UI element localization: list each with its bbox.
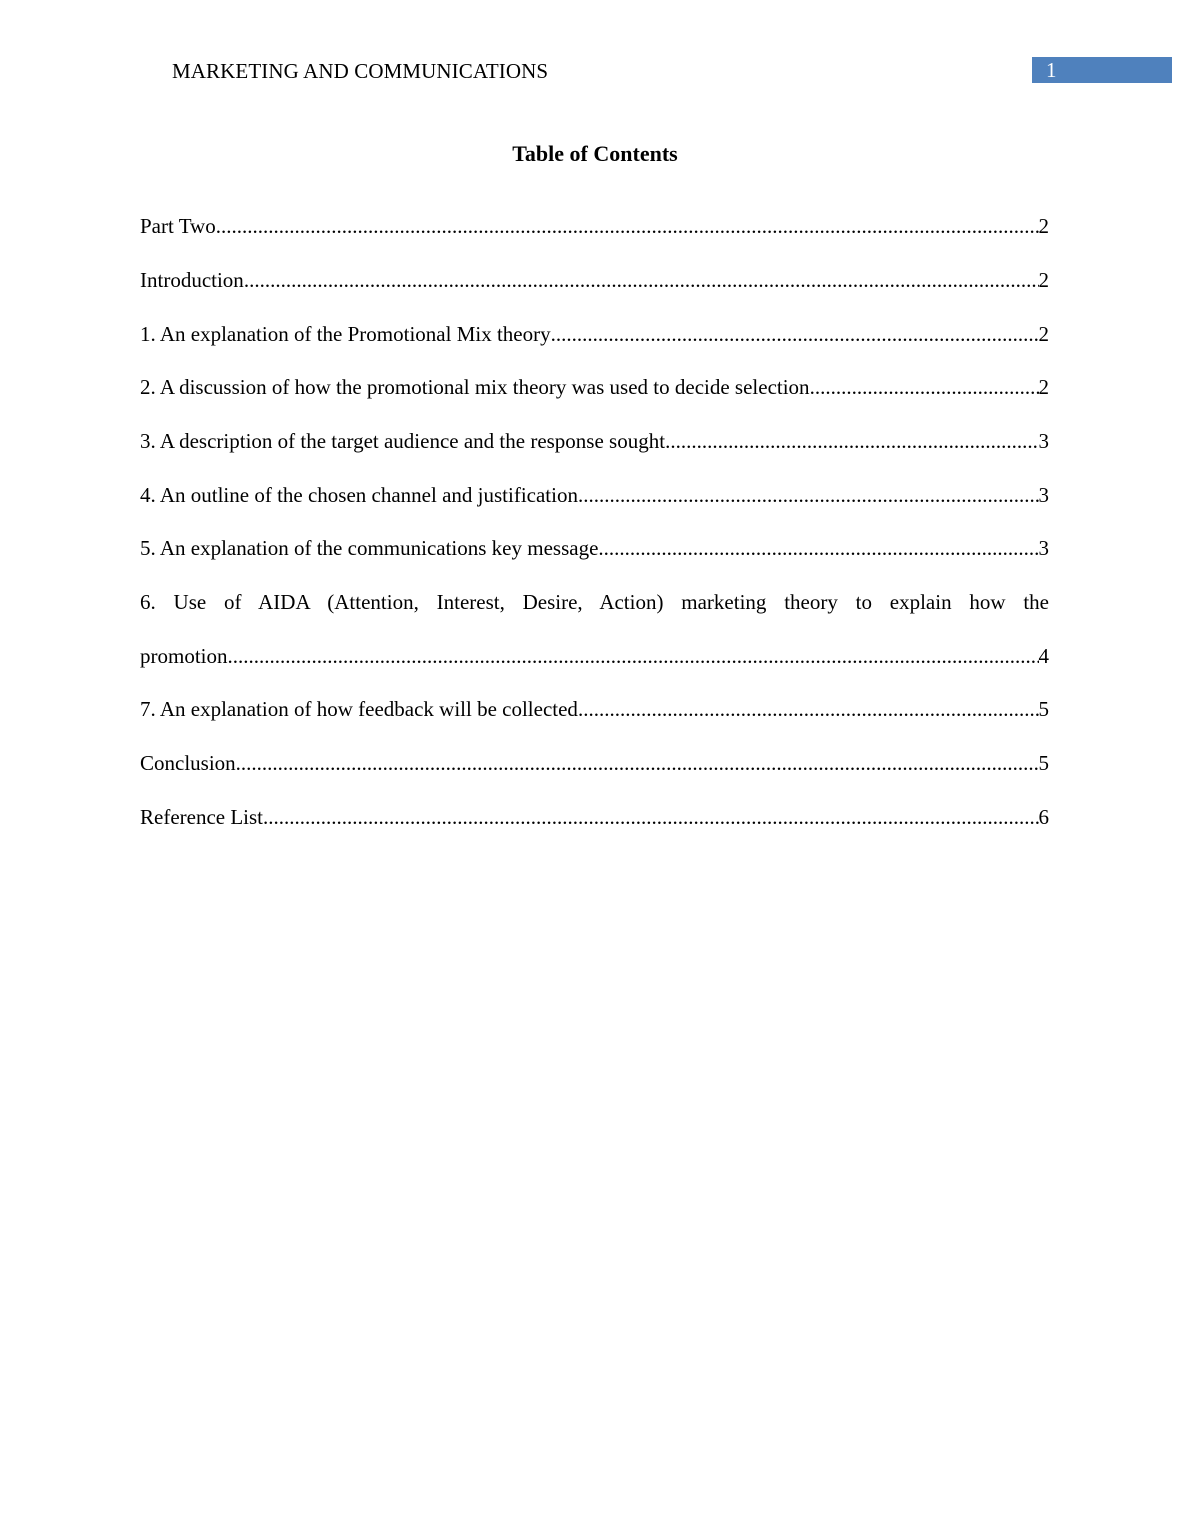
toc-entry-page: 5: [1038, 751, 1049, 775]
toc-entry-text: Reference List: [140, 805, 264, 829]
dot-leader: [244, 266, 1039, 294]
toc-entry-introduction[interactable]: [140, 266, 1049, 294]
toc-entry-page: 2: [1038, 268, 1049, 292]
toc-entry-page: 4: [1038, 644, 1049, 668]
toc-entry-page: 5: [1038, 697, 1049, 721]
toc-entry-text: 1. An explanation of the Promotional Mix theory: [140, 322, 551, 346]
toc-entry-2[interactable]: [140, 373, 1049, 401]
toc-entry-text: Introduction: [140, 268, 244, 292]
toc-entry-1[interactable]: [140, 320, 1049, 348]
toc-entry-text: 4. An outline of the chosen channel and justification: [140, 483, 578, 507]
toc-entry-part-two[interactable]: [140, 212, 1049, 240]
toc-entry-page: 3: [1038, 483, 1049, 507]
page-number: 1: [1046, 58, 1057, 82]
toc-entry-3[interactable]: [140, 427, 1049, 455]
toc-entry-text: 3. A description of the target audience and the response sought: [140, 429, 666, 453]
dot-leader: [578, 481, 1039, 509]
toc-entry-7[interactable]: [140, 695, 1049, 723]
dot-leader: [228, 642, 1039, 670]
page-number-badge: [1032, 57, 1172, 83]
dot-leader: [551, 320, 1039, 348]
toc-entry-page: 6: [1038, 805, 1049, 829]
toc-entry-page: 2: [1038, 375, 1049, 399]
dot-leader: [665, 427, 1038, 455]
dot-leader: [216, 212, 1039, 240]
toc-entry-text: 7. An explanation of how feedback will be collected: [140, 697, 578, 721]
toc-entry-text: Conclusion: [140, 751, 236, 775]
toc-entry-conclusion[interactable]: [140, 749, 1049, 777]
toc-entry-page: 3: [1038, 536, 1049, 560]
dot-leader: [263, 803, 1038, 831]
dot-leader: [598, 534, 1038, 562]
toc-entry-reference-list[interactable]: [140, 803, 1049, 831]
toc-entry-text: Part Two: [140, 214, 216, 238]
dot-leader: [578, 695, 1039, 723]
toc-heading: Table of Contents: [512, 141, 678, 166]
toc-entry-text: promotion: [140, 644, 228, 668]
toc-entry-text: 6. Use of AIDA (Attention, Interest, Desire, Action) marketing theory to explain how the: [140, 590, 1049, 614]
toc-entry-page: 2: [1038, 322, 1049, 346]
toc-entry-text: 5. An explanation of the communications key message: [140, 536, 599, 560]
toc-entry-page: 3: [1038, 429, 1049, 453]
toc-entry-4[interactable]: [140, 481, 1049, 509]
dot-leader: [810, 373, 1039, 401]
running-header-title: MARKETING AND COMMUNICATIONS: [172, 59, 549, 83]
dot-leader: [236, 749, 1039, 777]
toc-entry-6-line-2[interactable]: [140, 642, 1049, 670]
toc-entry-6-line-1[interactable]: [140, 588, 1049, 616]
toc-entry-text: 2. A discussion of how the promotional mix theory was used to decide selection: [140, 375, 810, 399]
toc-entry-5[interactable]: [140, 534, 1049, 562]
toc-entry-page: 2: [1038, 214, 1049, 238]
